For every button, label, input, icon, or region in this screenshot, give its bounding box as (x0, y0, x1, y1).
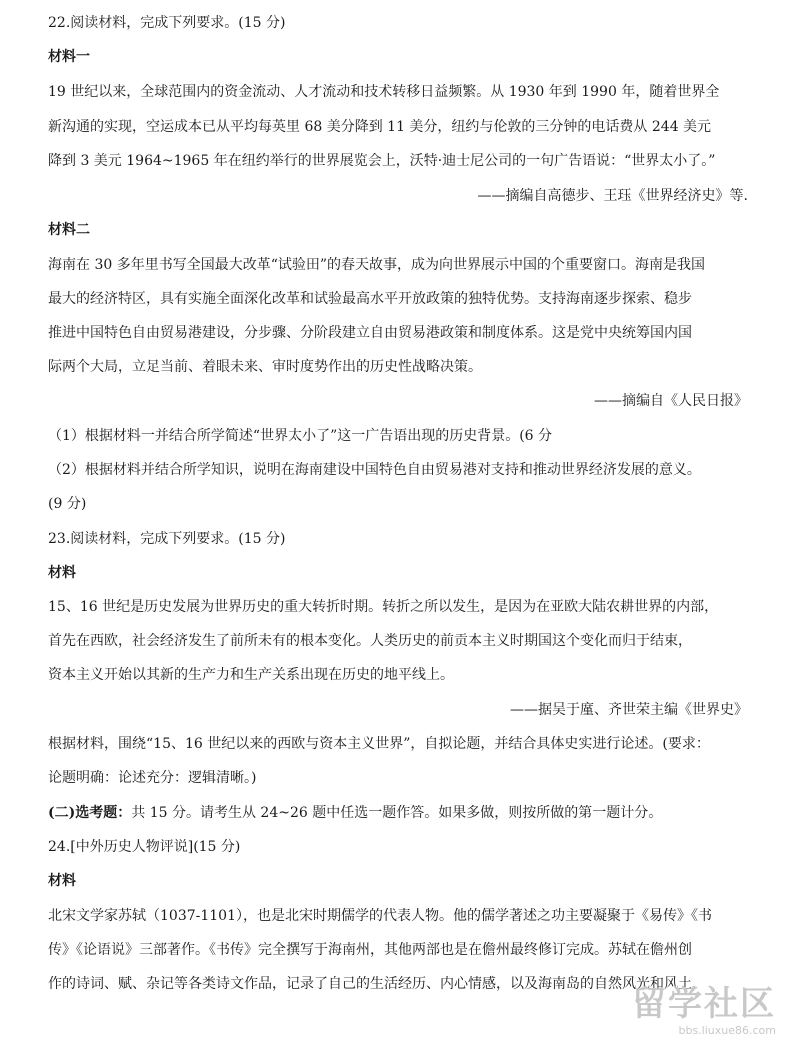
watermark-title: 留学社区 (632, 984, 776, 1024)
watermark-url: bbs.liuxue86.com (678, 1024, 776, 1037)
q22-material2-line: 海南在 30 多年里书写全国最大改革“试验田”的春天故事，成为向世界展示中国的个重要窗口。海南是我国 (48, 257, 706, 273)
q24-material-line: 传》《论语说》三部著作。《书传》完全撰写于海南州，其他两部也是在儋州最终修订完成。苏轼在儋州创 (48, 942, 692, 958)
elective-section (48, 803, 748, 823)
q23-material-line: 15、16 世纪是历史发展为世界历史的重大转折时期。转折之所以发生，是因为在亚欧大陆农耕世界的内部， (48, 599, 719, 615)
q24-material-label: 材料 (48, 873, 76, 889)
q22-material2-label: 材料二 (48, 222, 90, 238)
q23-material-label: 材料 (48, 565, 76, 581)
q22-material2-source: ——摘编自《人民日报》 (594, 393, 748, 409)
q22-material1-label: 材料一 (48, 49, 90, 65)
q22-material2-line: 际两个大局，立足当前、着眼未来、审时度势作出的历史性战略决策。 (48, 359, 482, 375)
q24-material-line: 作的诗词、赋、杂记等各类诗文作品，记录了自己的生活经历、内心情感，以及海南岛的自然风光和风土 (48, 976, 692, 992)
q22-material1-line: 降到 3 美元 1964~1965 年在纽约举行的世界展览会上，沃特·迪士尼公司的一句广告语说：“世界太小了。” (48, 153, 716, 169)
q22-sub-question-2-score: (9 分) (48, 496, 87, 512)
q23-requirement: 根据材料，围绕“15、16 世纪以来的西欧与资本主义世界”，自拟论题，并结合具体史实进行论述。(要求： (48, 736, 710, 752)
q23-material-line: 资本主义开始以其新的生产力和生产关系出现在历史的地平线上。 (48, 667, 454, 683)
q22-material2-line: 最大的经济特区，具有实施全面深化改革和试验最高水平开放政策的独特优势。支持海南逐步探索、稳步 (48, 291, 692, 307)
elective-instructions: 共 15 分。请考生从 24~26 题中任选一题作答。如果多做，则按所做的第一题计分。 (131, 805, 663, 821)
site-watermark (606, 984, 776, 1044)
q24-title: 24.[中外历史人物评说](15 分) (48, 839, 241, 855)
q22-sub-question-1: （1）根据材料一并结合所学简述“世界太小了”这一广告语出现的历史背景。(6 分 (48, 428, 553, 444)
q23-requirement: 论题明确：论述充分：逻辑清晰。) (48, 770, 257, 786)
q22-sub-question-2: （2）根据材料并结合所学知识，说明在海南建设中国特色自由贸易港对支持和推动世界经济发展的意义。 (48, 462, 701, 478)
q23-title: 23.阅读材料，完成下列要求。(15 分) (48, 531, 286, 547)
q24-material-line: 北宋文学家苏轼（1037-1101），也是北宋时期儒学的代表人物。他的儒学著述之功主要凝聚于《易传》《书 (48, 908, 712, 924)
q22-material1-source: ——摘编自高德步、王珏《世界经济史》等. (477, 188, 748, 204)
q22-material1-line: 19 世纪以来，全球范围内的资金流动、人才流动和技术转移日益频繁。从 1930 年到 1990 年，随着世界全 (48, 84, 720, 100)
q23-material-line: 首先在西欧，社会经济发生了前所未有的根本变化。人类历史的前贡本主义时期国这个变化而归于结束， (48, 633, 692, 649)
q22-material1-line: 新沟通的实现，空运成本已从平均每英里 68 美分降到 11 美分，纽约与伦敦的三分钟的电话费从 244 美元 (48, 119, 712, 135)
q22-material2-line: 推进中国特色自由贸易港建设，分步骤、分阶段建立自由贸易港政策和制度体系。这是党中央统筹国内国 (48, 325, 692, 341)
elective-heading: (二)选考题： (48, 805, 132, 821)
q22-title: 22.阅读材料，完成下列要求。(15 分) (48, 15, 286, 31)
q23-material-source: ——据吴于廑、齐世荣主编《世界史》 (510, 702, 748, 718)
